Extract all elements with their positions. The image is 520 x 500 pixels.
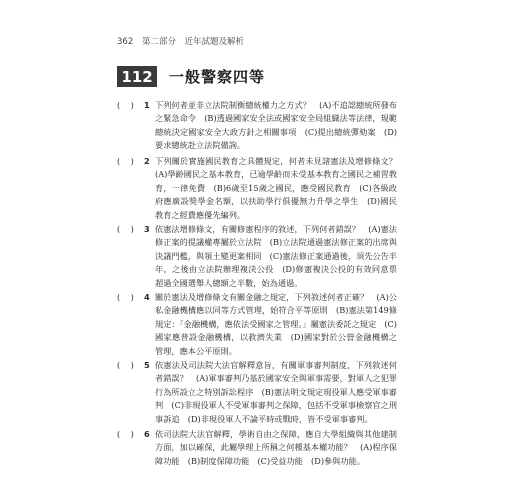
question-item <box>117 223 397 290</box>
answer-blank: ( ) <box>117 360 134 370</box>
question-number: 6 <box>144 429 150 439</box>
answer-blank: ( ) <box>117 156 134 166</box>
section-title: 第二部分 近年試題及解析 <box>141 37 244 47</box>
question-item <box>117 155 406 222</box>
answer-blank: ( ) <box>117 429 134 439</box>
answer-blank: ( ) <box>117 292 134 302</box>
exam-title-bar <box>117 66 265 87</box>
question-item <box>117 428 397 468</box>
question-number: 2 <box>144 156 150 166</box>
question-text: 下列關於實施國民教育之具體規定，何者未見諸憲法及增修條文？ (A)學齡國民之基本教育，已逾學齡而未受基本教育之國民之補習教育，一律免費 (B)6歲至15歲之國民，應受國民教育 (C)各級政府應廣設獎學金名額，以扶助學行俱優無力升學之學生 (D)國民教育之經費應優先編列。 <box>155 156 406 220</box>
answer-blank: ( ) <box>117 224 134 234</box>
question-text: 下列何者並非立法院制衡總統權力之方式？ (A)不追認總統所發布之緊急命令 (B)透過國家安全法或國家安全局組織法等法律，規範總統決定國家安全大政方針之相關事項 (C)提出總統彈劾案 (D)要求總統赴立法院備詢。 <box>155 100 397 151</box>
answer-blank: ( ) <box>117 100 134 110</box>
page-number: 362 <box>117 37 134 47</box>
question-number: 4 <box>144 292 150 302</box>
question-item <box>117 99 397 153</box>
exam-title: 一般警察四等 <box>169 68 266 86</box>
running-header <box>117 35 244 47</box>
question-item <box>117 359 397 426</box>
question-text: 依憲法及司法院大法官解釋意旨，有關軍事審判制度，下列敘述何者錯誤？ (A)軍事審判乃基於國家安全與軍事需要，對軍人之犯罪行為所設立之特別訴訟程序 (B)憲法明文規定現役軍人應受軍事審判 (C)非現役軍人不受軍事審判之保障，包括不受軍事檢察官之刑事訴追 (D)非現役軍人不論平時或戰時，皆不受軍事審判。 <box>155 360 397 424</box>
question-number: 3 <box>144 224 150 234</box>
question-text: 關於憲法及增修條文有關金融之規定，下列敘述何者正確？ (A)公私金融機構應以同等方式管理，始符合平等原則 (B)憲法第149條規定：「金融機構，應依法受國家之管理。」屬憲法委託之規定 (C)國家應普設金融機構，以救濟失業 (D)國家對於公營金融機構之管理，應本公平原則。 <box>155 292 397 356</box>
question-number: 5 <box>144 360 150 370</box>
question-text: 依憲法增修條文，有關修憲程序的敘述，下列何者錯誤？ (A)憲法修正案的提議權專屬於立法院 (B)立法院通過憲法修正案的出席與決議門檻，與領土變更案相同 (C)憲法修正案通過後，須先公告半年，之後由立法院辦理複決公投 (D)修憲複決公投的有效同意票超過全國選舉人總額之半數，始為通過。 <box>155 224 397 288</box>
question-text: 依司法院大法官解釋，學術自由之保障，應自大學組織與其他建制方面，加以確保，此屬學理上所稱之何種基本權功能？ (A)程序保障功能 (B)制度保障功能 (C)受益功能 (D)參與功能。 <box>155 429 397 466</box>
question-number: 1 <box>144 100 150 110</box>
question-item <box>117 291 397 358</box>
year-badge: 112 <box>117 66 157 87</box>
